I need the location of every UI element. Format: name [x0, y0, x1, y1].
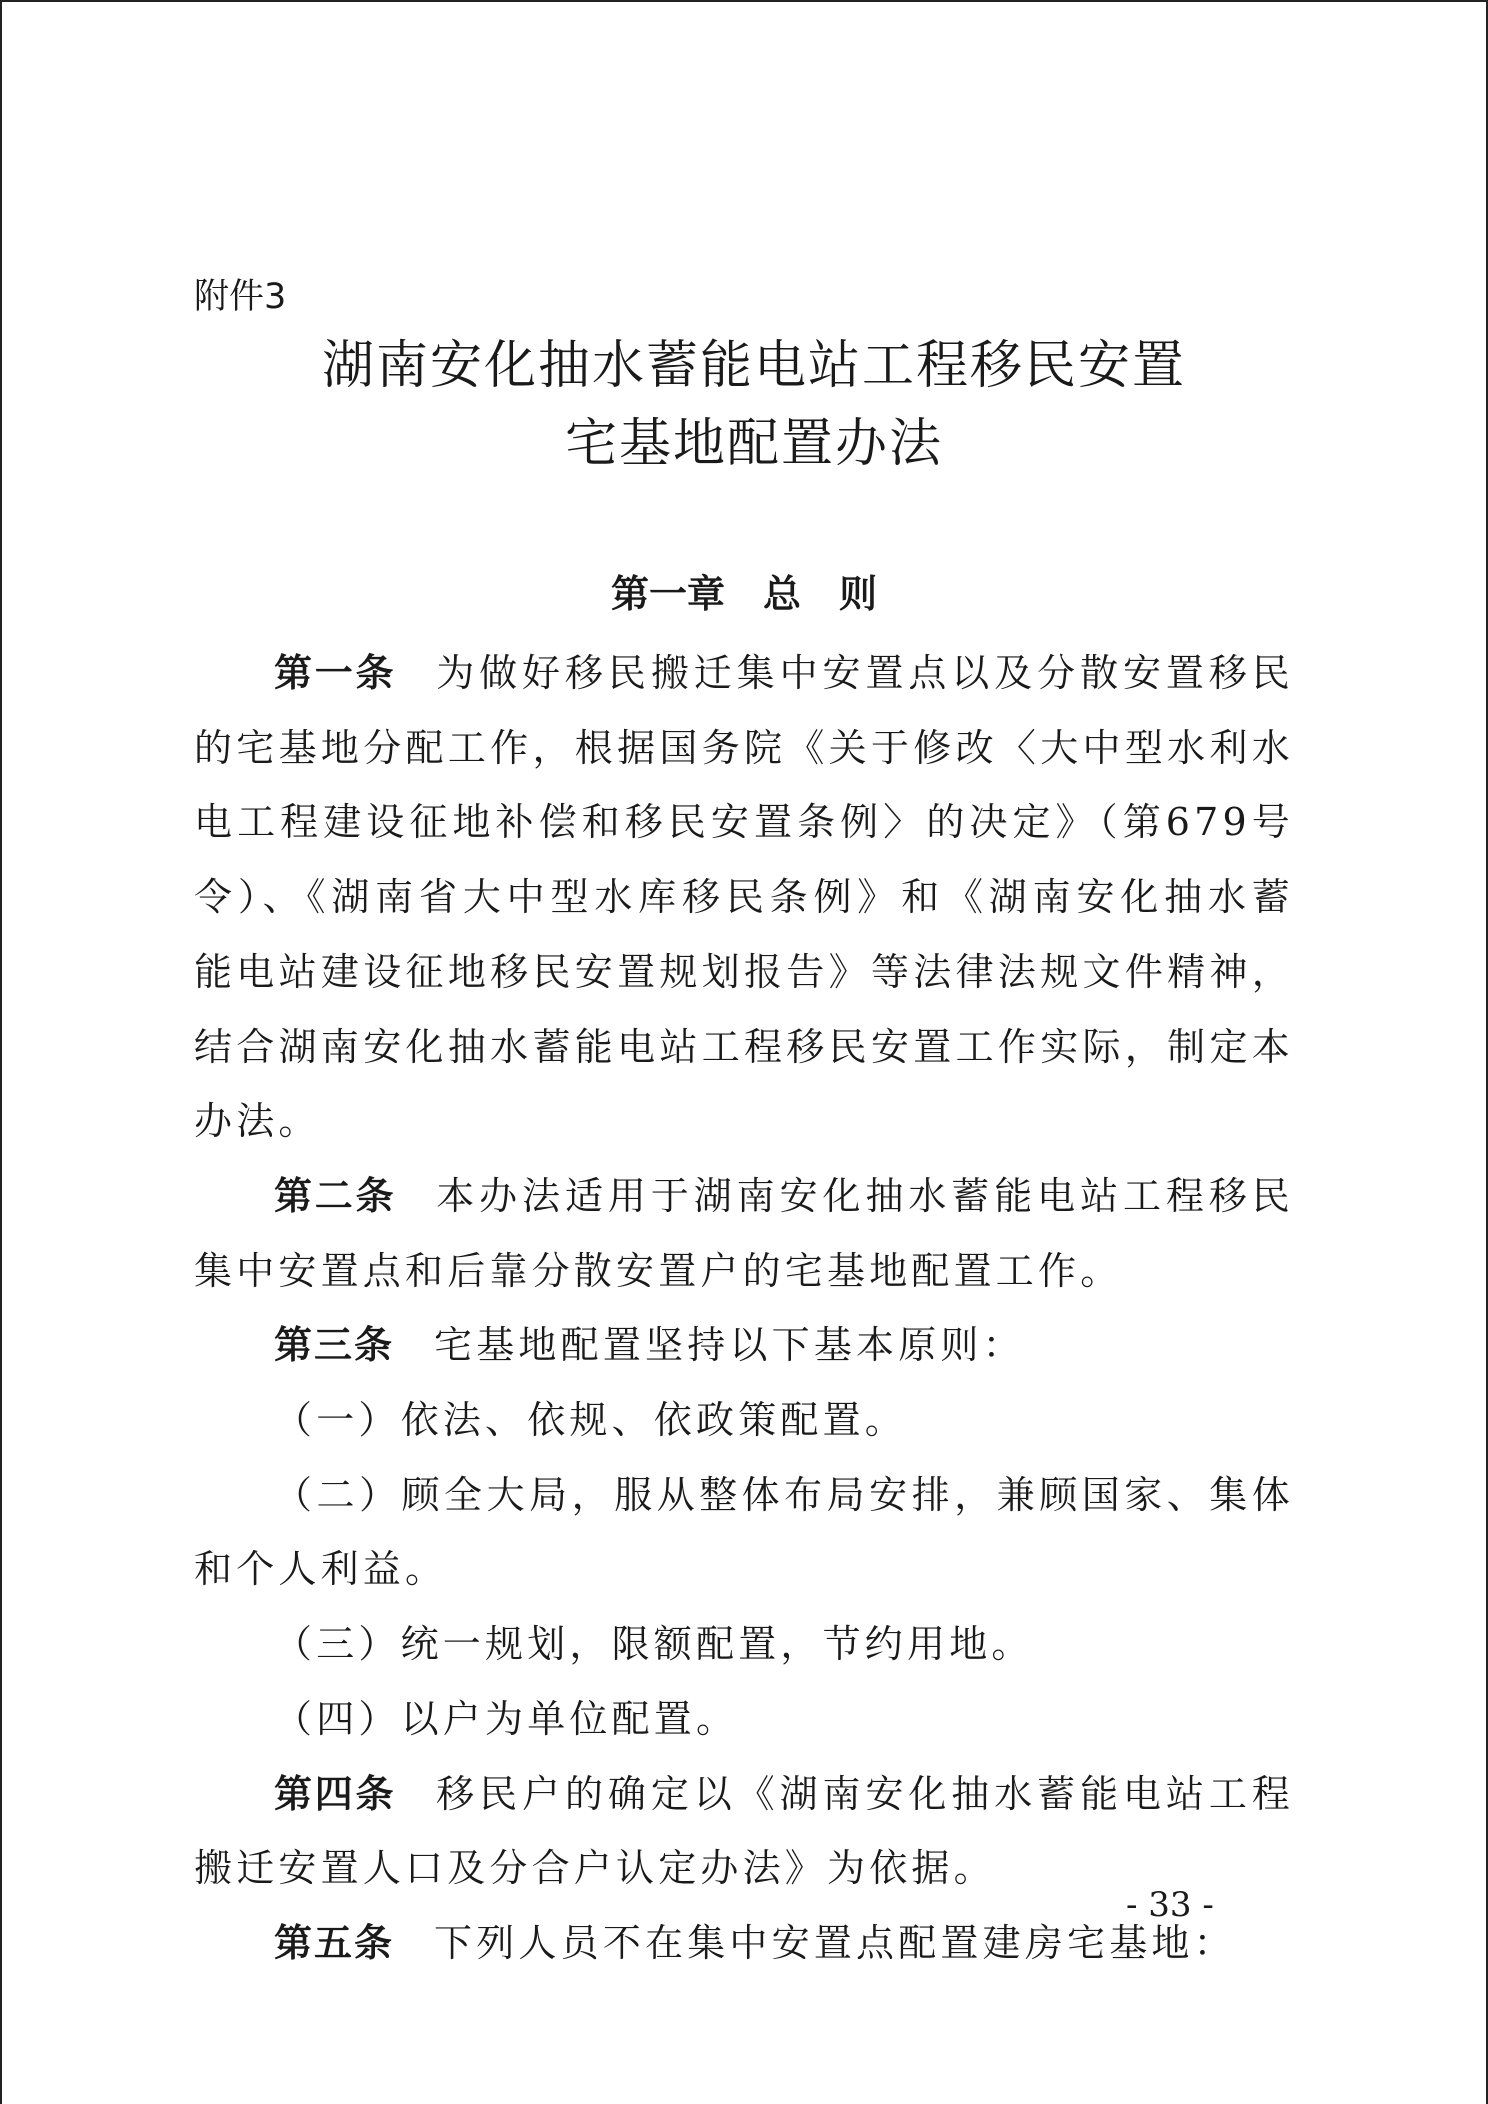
- principle-item-1: （一）依法、依规、依政策配置。: [274, 1398, 908, 1443]
- document-title-line-1: 湖南安化抽水蓄能电站工程移民安置: [321, 336, 1186, 396]
- page-border-left: [0, 0, 2, 2104]
- page-border-top: [0, 0, 1488, 2]
- document-title-line-2: 宅基地配置办法: [564, 414, 943, 474]
- article-4-text: 移民户的确定以《湖南安化抽水蓄能电站工程搬迁安置人口及分合户认定办法》为依据。: [194, 1771, 1294, 1891]
- article-1-text: 为做好移民搬迁集中安置点以及分散安置移民的宅基地分配工作，根据国务院《关于修改〈大中型水利水电工程建设征地补偿和移民安置条例〉的决定》（第679号令）、《湖南省大中型水库移民条例》和《湖南安化抽水蓄能电站建设征地移民安置规划报告》等法律法规文件精神，结合湖南安化抽水蓄能电站工程移民安置工作实际，制定本办法。: [194, 651, 1294, 1144]
- article-2-label: 第二条: [274, 1173, 397, 1218]
- article-3: [194, 1308, 1294, 1383]
- article-1-label: 第一条: [274, 651, 397, 695]
- article-5-text: 下列人员不在集中安置点配置建房宅基地：: [434, 1920, 1236, 1965]
- article-3-text: 宅基地配置坚持以下基本原则：: [434, 1323, 1025, 1368]
- article-4-label: 第四条: [274, 1771, 397, 1816]
- chapter-heading: 第一章 总 则: [610, 572, 877, 616]
- document-body: [194, 636, 1294, 1981]
- attachment-label: 附件3: [194, 277, 287, 317]
- article-1: [194, 636, 1294, 1159]
- article-2: [194, 1159, 1294, 1308]
- article-2-text: 本办法适用于湖南安化抽水蓄能电站工程移民集中安置点和后靠分散安置户的宅基地配置工作。: [194, 1173, 1294, 1293]
- principle-item-3: （三）统一规划，限额配置，节约用地。: [274, 1622, 1034, 1667]
- principle-item-2: （二）顾全大局，服从整体布局安排，兼顾国家、集体和个人利益。: [194, 1472, 1294, 1592]
- article-5-label: 第五条: [274, 1920, 395, 1965]
- article-3-label: 第三条: [274, 1323, 395, 1368]
- principle-item-4: （四）以户为单位配置。: [274, 1696, 739, 1741]
- page-number: - 33 -: [1126, 1885, 1214, 1925]
